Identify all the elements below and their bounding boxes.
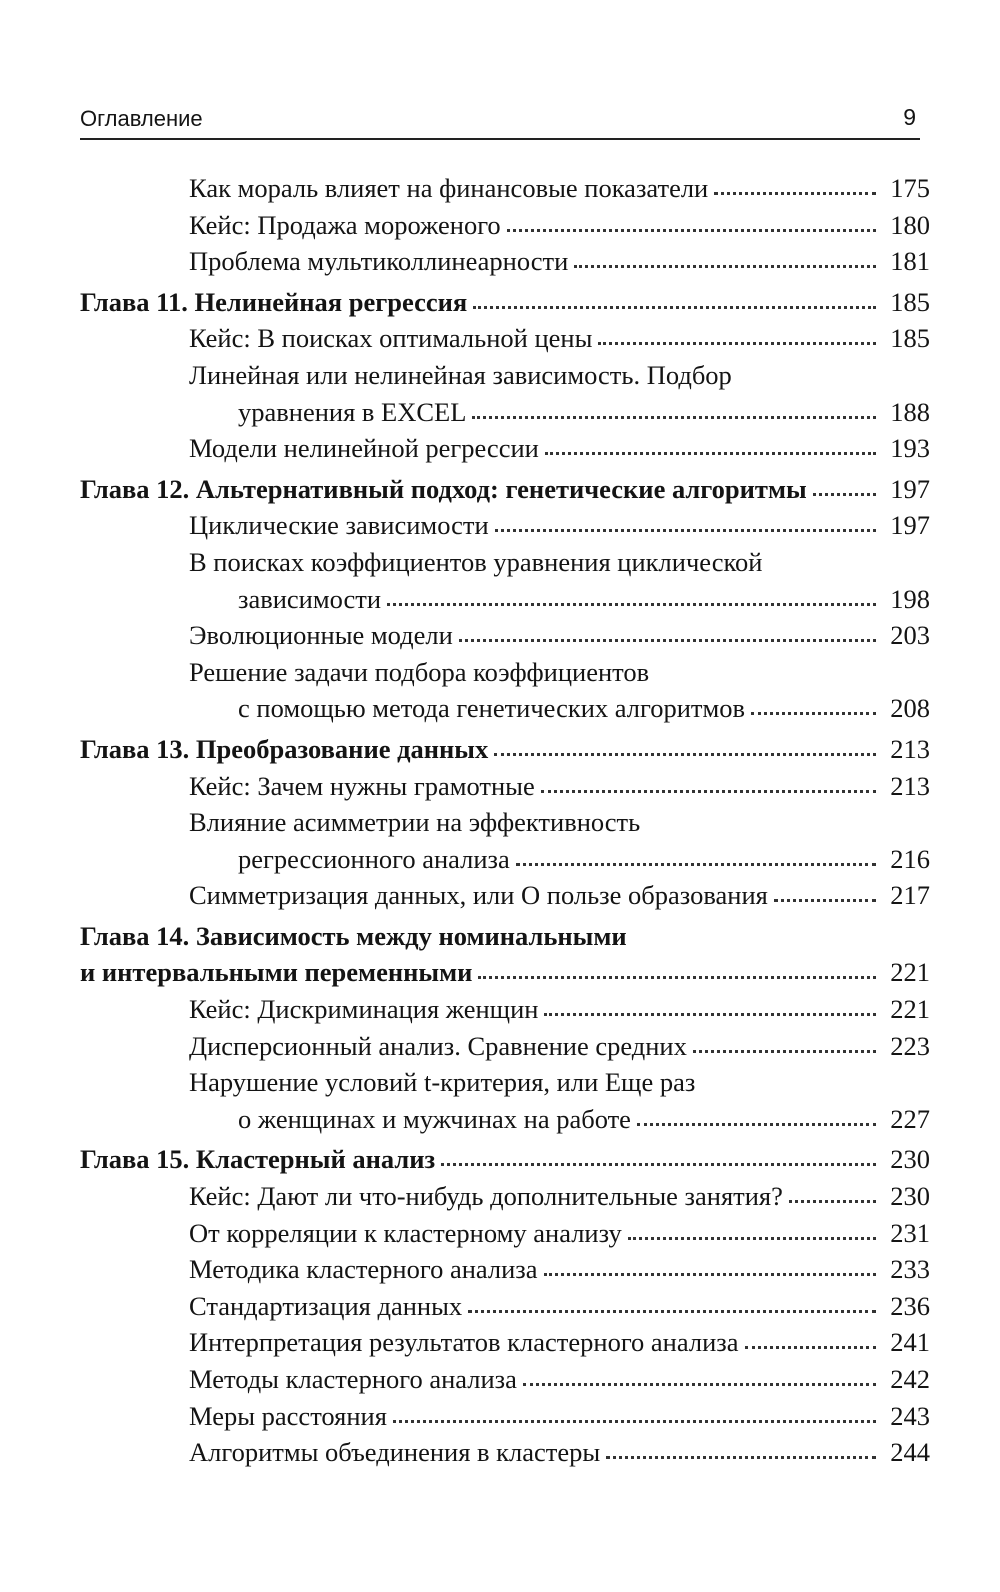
dot-leader bbox=[606, 1455, 876, 1459]
entry-title: Кейс: Зачем нужны грамотные bbox=[189, 770, 535, 801]
entry-title: Кейс: Продажа мороженого bbox=[189, 209, 501, 240]
entry-title: Глава 12. Альтернативный подход: генетические алгоритмы bbox=[80, 473, 807, 504]
toc-section-entry bbox=[80, 991, 930, 1028]
dot-leader bbox=[714, 191, 876, 195]
entry-title: зависимости bbox=[238, 583, 382, 614]
toc-section-entry bbox=[80, 804, 930, 877]
entry-page-number: 243 bbox=[890, 1400, 930, 1431]
toc-chapter-entry bbox=[80, 731, 930, 768]
dot-leader bbox=[507, 228, 876, 232]
dot-leader bbox=[574, 264, 876, 268]
entry-page-number: 227 bbox=[890, 1103, 930, 1134]
entry-title: уравнения в EXCEL bbox=[238, 396, 467, 427]
toc-section-entry bbox=[80, 1064, 930, 1137]
entry-title: о женщинах и мужчинах на работе bbox=[238, 1103, 631, 1134]
entry-page-number: 185 bbox=[890, 323, 930, 354]
dot-leader bbox=[637, 1122, 876, 1126]
entry-page-number: 203 bbox=[890, 620, 930, 651]
toc-chapter-entry bbox=[80, 1141, 930, 1178]
entry-title: Интерпретация результатов кластерного анализа bbox=[189, 1327, 739, 1358]
entry-title-line1: Решение задачи подбора коэффициентов bbox=[189, 656, 650, 687]
entry-page-number: 216 bbox=[890, 843, 930, 874]
toc-section-entry bbox=[80, 170, 930, 207]
toc-section-entry bbox=[80, 1178, 930, 1215]
entry-title: Симметризация данных, или О пользе образования bbox=[189, 880, 768, 911]
entry-page-number: 221 bbox=[890, 994, 930, 1025]
entry-page-number: 180 bbox=[890, 209, 930, 240]
entry-title: Методы кластерного анализа bbox=[189, 1364, 517, 1394]
entry-title-line1: В поисках коэффициентов уравнения циклической bbox=[189, 546, 763, 577]
dot-leader bbox=[541, 789, 876, 793]
toc-section-entry bbox=[80, 320, 930, 357]
toc-chapter-entry bbox=[80, 284, 930, 321]
toc-section-entry bbox=[80, 654, 930, 727]
dot-leader bbox=[745, 1345, 877, 1349]
dot-leader bbox=[523, 1382, 876, 1386]
toc-chapter-entry bbox=[80, 471, 930, 508]
entry-page-number: 236 bbox=[890, 1290, 930, 1321]
entry-title: Эволюционные модели bbox=[189, 620, 453, 651]
entry-title-line1: Нарушение условий t-критерия, или Еще раз bbox=[189, 1067, 696, 1098]
entry-title: Глава 13. Преобразование данных bbox=[80, 733, 489, 764]
dot-leader bbox=[473, 305, 876, 309]
entry-page-number: 197 bbox=[890, 510, 930, 541]
toc-section-entry bbox=[80, 243, 930, 280]
toc-section-entry bbox=[80, 617, 930, 654]
dot-leader bbox=[598, 341, 876, 345]
toc-section-entry bbox=[80, 1215, 930, 1252]
toc-section-entry bbox=[80, 1251, 930, 1288]
dot-leader bbox=[544, 1012, 876, 1016]
table-of-contents bbox=[80, 170, 930, 1471]
entry-page-number: 242 bbox=[890, 1364, 930, 1394]
entry-title-line1: Линейная или нелинейная зависимость. Подбор bbox=[189, 359, 732, 390]
dot-leader bbox=[387, 602, 876, 606]
toc-section-entry bbox=[80, 357, 930, 430]
entry-title: Дисперсионный анализ. Сравнение средних bbox=[189, 1030, 687, 1061]
entry-title: Кейс: Дают ли что-нибудь дополнительные занятия? bbox=[189, 1181, 783, 1212]
running-title: Оглавление bbox=[80, 106, 203, 131]
entry-page-number: 208 bbox=[890, 693, 930, 724]
entry-page-number: 231 bbox=[890, 1217, 930, 1248]
entry-title: Кейс: В поисках оптимальной цены bbox=[189, 323, 593, 354]
toc-section-entry bbox=[80, 507, 930, 544]
entry-page-number: 188 bbox=[890, 396, 930, 427]
entry-page-number: 175 bbox=[890, 173, 930, 203]
dot-leader bbox=[459, 638, 876, 642]
entry-page-number: 230 bbox=[890, 1181, 930, 1212]
page-header bbox=[80, 104, 920, 140]
toc-section-entry bbox=[80, 877, 930, 914]
entry-page-number: 193 bbox=[890, 433, 930, 464]
dot-leader bbox=[544, 1272, 876, 1276]
entry-title: Глава 15. Кластерный анализ bbox=[80, 1144, 436, 1175]
toc-section-entry bbox=[80, 1324, 930, 1361]
entry-title: Проблема мультиколлинеарности bbox=[189, 246, 569, 277]
dot-leader bbox=[774, 898, 876, 902]
toc-section-entry bbox=[80, 1361, 930, 1398]
dot-leader bbox=[494, 752, 876, 756]
entry-page-number: 233 bbox=[890, 1254, 930, 1285]
entry-title: Алгоритмы объединения в кластеры bbox=[189, 1437, 601, 1468]
dot-leader bbox=[813, 492, 876, 496]
entry-page-number: 230 bbox=[890, 1144, 930, 1175]
entry-title: Как мораль влияет на финансовые показатели bbox=[189, 173, 709, 203]
entry-title-line1: Влияние асимметрии на эффективность bbox=[189, 807, 641, 838]
entry-page-number: 197 bbox=[890, 473, 930, 504]
entry-page-number: 213 bbox=[890, 733, 930, 764]
dot-leader bbox=[789, 1199, 876, 1203]
toc-section-entry bbox=[80, 1398, 930, 1435]
entry-title: с помощью метода генетических алгоритмов bbox=[238, 693, 746, 724]
entry-page-number: 185 bbox=[890, 286, 930, 317]
entry-page-number: 198 bbox=[890, 583, 930, 614]
dot-leader bbox=[468, 1309, 876, 1313]
dot-leader bbox=[495, 528, 876, 532]
entry-title: Кейс: Дискриминация женщин bbox=[189, 994, 539, 1025]
entry-page-number: 217 bbox=[890, 880, 930, 911]
dot-leader bbox=[441, 1162, 876, 1166]
toc-section-entry bbox=[80, 207, 930, 244]
entry-title: Меры расстояния bbox=[189, 1400, 387, 1431]
toc-section-entry bbox=[80, 430, 930, 467]
entry-title: Циклические зависимости bbox=[189, 510, 489, 541]
toc-chapter-entry bbox=[80, 918, 930, 991]
dot-leader bbox=[393, 1419, 876, 1423]
toc-section-entry bbox=[80, 1288, 930, 1325]
entry-title: регрессионного анализа bbox=[238, 843, 510, 874]
toc-section-entry bbox=[80, 768, 930, 805]
entry-page-number: 213 bbox=[890, 770, 930, 801]
entry-page-number: 221 bbox=[890, 957, 930, 988]
entry-title: Модели нелинейной регрессии bbox=[189, 433, 539, 464]
toc-section-entry bbox=[80, 1028, 930, 1065]
entry-page-number: 223 bbox=[890, 1030, 930, 1061]
toc-section-entry bbox=[80, 1434, 930, 1471]
entry-page-number: 244 bbox=[890, 1437, 930, 1468]
dot-leader bbox=[472, 415, 876, 419]
entry-title: Глава 11. Нелинейная регрессия bbox=[80, 286, 468, 317]
dot-leader bbox=[751, 711, 876, 715]
dot-leader bbox=[516, 862, 876, 866]
entry-title: Методика кластерного анализа bbox=[189, 1254, 538, 1285]
dot-leader bbox=[693, 1049, 876, 1053]
toc-section-entry bbox=[80, 544, 930, 617]
entry-title: Стандартизация данных bbox=[189, 1290, 463, 1321]
entry-page-number: 241 bbox=[890, 1327, 930, 1358]
dot-leader bbox=[545, 451, 876, 455]
dot-leader bbox=[478, 975, 876, 979]
entry-title: и интервальными переменными bbox=[80, 957, 473, 988]
entry-title: От корреляции к кластерному анализу bbox=[189, 1217, 622, 1248]
entry-page-number: 181 bbox=[890, 246, 930, 277]
entry-title-line1: Глава 14. Зависимость между номинальными bbox=[80, 920, 627, 951]
page-number: 9 bbox=[903, 104, 916, 130]
dot-leader bbox=[628, 1236, 876, 1240]
